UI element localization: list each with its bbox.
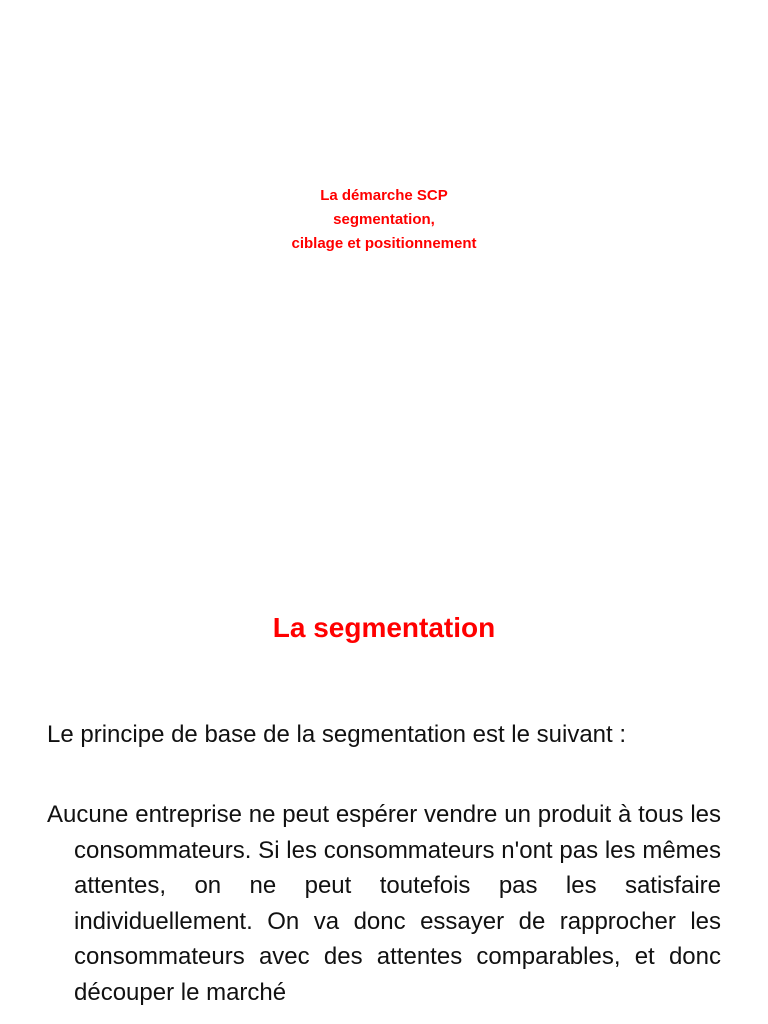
section-heading: La segmentation	[272, 612, 496, 643]
cover-title	[0, 184, 768, 256]
cover-title-line-2: segmentation,	[333, 211, 435, 228]
cover-title-line-1: La démarche SCP	[320, 187, 448, 204]
cover-title-line-3: ciblage et positionnement	[291, 235, 477, 252]
body-paragraph: Aucune entreprise ne peut espérer vendre un produit à tous les consommateurs. Si les consommateurs n'ont pas les mêmes attentes, on ne peut toutefois pas les satisfaire individuellement. On va donc essayer de rapprocher les consommateurs avec des attentes comparables, et donc découper le marché	[47, 801, 721, 1006]
intro-line: Le principe de base de la segmentation est le suivant :	[47, 721, 627, 748]
